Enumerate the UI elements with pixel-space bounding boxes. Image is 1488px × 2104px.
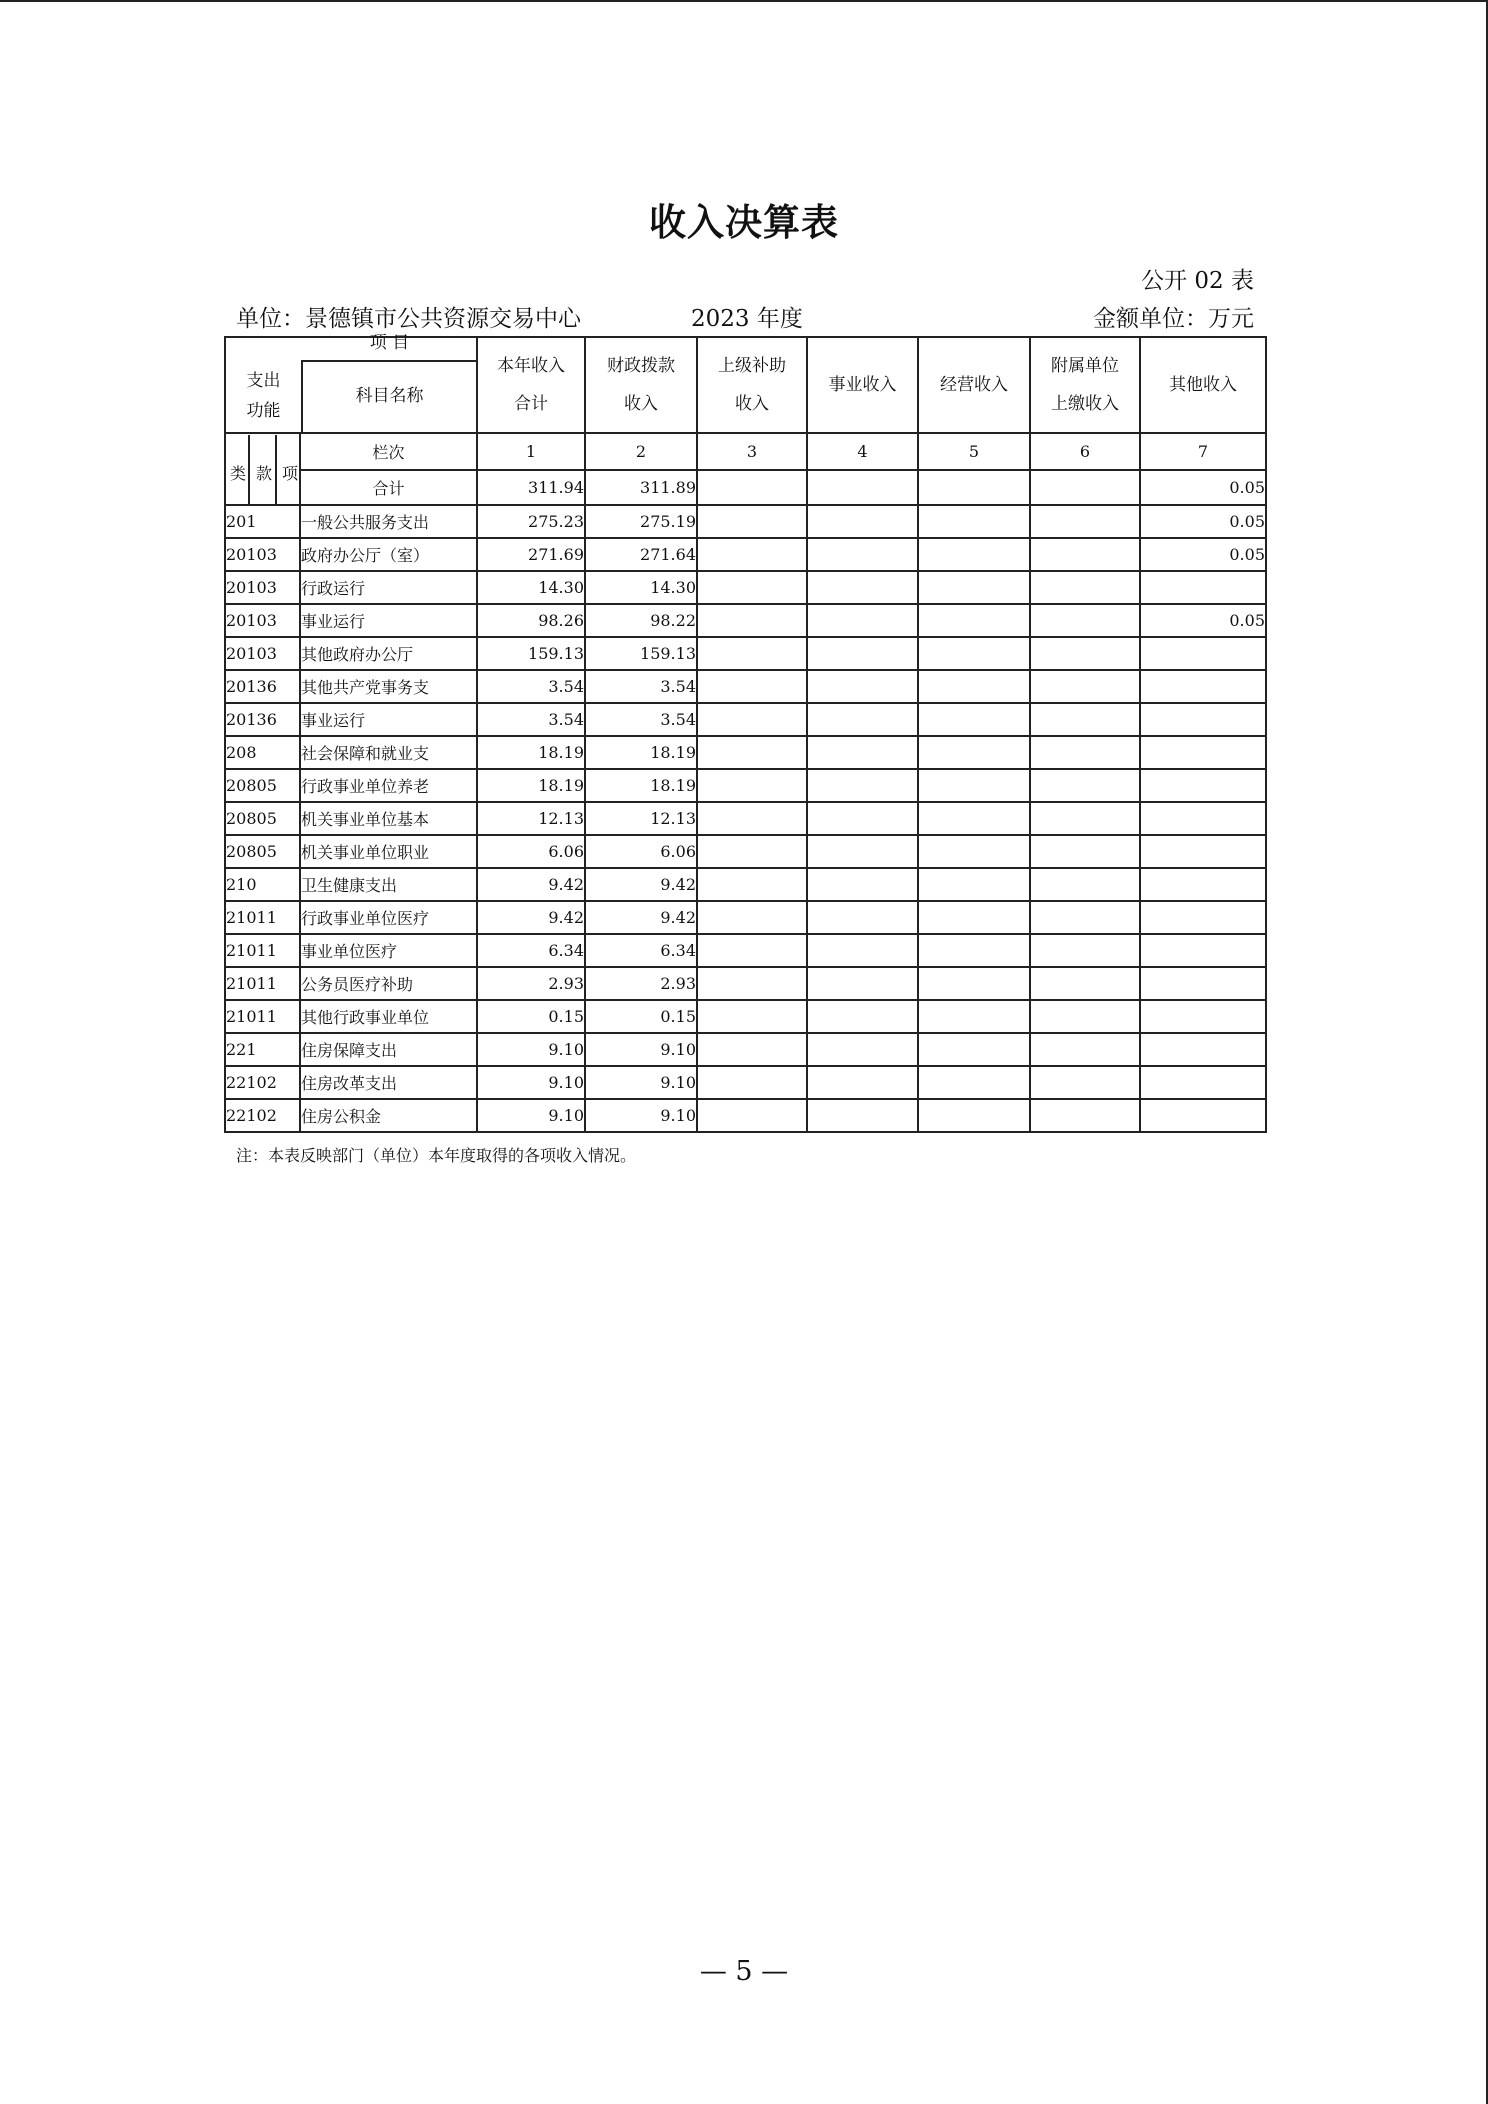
- total-c4: [807, 470, 918, 505]
- row-fiscal-appropriation: 18.19: [585, 736, 697, 769]
- income-final-accounts-table: [224, 333, 1267, 1133]
- row-other-income: 0.05: [1140, 604, 1266, 637]
- row-code: 21011: [225, 1000, 300, 1033]
- row-business-income: [807, 571, 918, 604]
- row-superior-subsidy: [697, 967, 807, 1000]
- row-affiliated-income: [1030, 1000, 1140, 1033]
- table-row: [225, 835, 1266, 868]
- column-number-row: [225, 433, 1266, 470]
- subject-name-label: 科目名称: [355, 386, 424, 406]
- row-business-income: [807, 1099, 918, 1132]
- row-other-income: [1140, 967, 1266, 1000]
- row-subject-name: 其他政府办公厅: [300, 637, 477, 670]
- header-row: [225, 337, 1266, 433]
- level-lei-label: 类: [230, 463, 247, 483]
- row-code: 21011: [225, 967, 300, 1000]
- row-superior-subsidy: [697, 736, 807, 769]
- subject-name-header: [303, 333, 476, 432]
- table-row: [225, 901, 1266, 934]
- row-fiscal-appropriation: 275.19: [585, 505, 697, 538]
- row-fiscal-appropriation: 9.10: [585, 1066, 697, 1099]
- row-superior-subsidy: [697, 1000, 807, 1033]
- row-affiliated-income: [1030, 769, 1140, 802]
- row-superior-subsidy: [697, 604, 807, 637]
- row-other-income: [1140, 1099, 1266, 1132]
- row-code: 20805: [225, 835, 300, 868]
- col-order-label: 栏次: [300, 433, 477, 470]
- total-c7: 0.05: [1140, 470, 1266, 505]
- row-total-income: 18.19: [477, 736, 585, 769]
- page-number: — 5 —: [699, 1956, 789, 1987]
- row-total-income: 9.10: [477, 1099, 585, 1132]
- row-operating-income: [918, 736, 1030, 769]
- row-other-income: [1140, 934, 1266, 967]
- table-row: [225, 934, 1266, 967]
- row-operating-income: [918, 571, 1030, 604]
- row-fiscal-appropriation: 12.13: [585, 802, 697, 835]
- row-superior-subsidy: [697, 571, 807, 604]
- row-code: 20103: [225, 604, 300, 637]
- row-business-income: [807, 934, 918, 967]
- row-superior-subsidy: [697, 538, 807, 571]
- row-business-income: [807, 967, 918, 1000]
- row-operating-income: [918, 1033, 1030, 1066]
- col-number-2: 2: [585, 433, 697, 470]
- level-header-cell: [225, 433, 300, 483]
- row-operating-income: [918, 1066, 1030, 1099]
- row-business-income: [807, 736, 918, 769]
- function-header-line2: 功能: [246, 401, 281, 421]
- row-code: 22102: [225, 1066, 300, 1099]
- row-code: 21011: [225, 901, 300, 934]
- row-code: 22102: [225, 1099, 300, 1132]
- col-header-4: 事业收入: [807, 337, 918, 433]
- row-business-income: [807, 1000, 918, 1033]
- row-business-income: [807, 1066, 918, 1099]
- row-other-income: 0.05: [1140, 538, 1266, 571]
- row-affiliated-income: [1030, 868, 1140, 901]
- row-fiscal-appropriation: 6.06: [585, 835, 697, 868]
- page-top-border: [0, 0, 1488, 2]
- table-row: [225, 1033, 1266, 1066]
- row-superior-subsidy: [697, 1033, 807, 1066]
- row-operating-income: [918, 868, 1030, 901]
- table-row: [225, 670, 1266, 703]
- row-fiscal-appropriation: 9.42: [585, 868, 697, 901]
- row-operating-income: [918, 637, 1030, 670]
- row-other-income: [1140, 802, 1266, 835]
- table-row: [225, 703, 1266, 736]
- level-divider-2: [275, 435, 277, 505]
- row-business-income: [807, 901, 918, 934]
- row-operating-income: [918, 604, 1030, 637]
- row-total-income: 6.06: [477, 835, 585, 868]
- col-header-6: 附属单位 上缴收入: [1030, 337, 1140, 433]
- col-number-1: 1: [477, 433, 585, 470]
- col-number-7: 7: [1140, 433, 1266, 470]
- total-row: [225, 470, 1266, 505]
- row-superior-subsidy: [697, 703, 807, 736]
- row-superior-subsidy: [697, 769, 807, 802]
- row-total-income: 0.15: [477, 1000, 585, 1033]
- total-c2: 311.89: [585, 470, 697, 505]
- row-subject-name: 事业运行: [300, 703, 477, 736]
- row-affiliated-income: [1030, 934, 1140, 967]
- row-operating-income: [918, 769, 1030, 802]
- table-row: [225, 736, 1266, 769]
- row-other-income: [1140, 1066, 1266, 1099]
- row-business-income: [807, 703, 918, 736]
- page-title: 收入决算表: [649, 201, 839, 244]
- function-category-header: [226, 360, 303, 432]
- row-affiliated-income: [1030, 637, 1140, 670]
- row-total-income: 12.13: [477, 802, 585, 835]
- row-operating-income: [918, 703, 1030, 736]
- row-affiliated-income: [1030, 1033, 1140, 1066]
- row-affiliated-income: [1030, 802, 1140, 835]
- row-subject-name: 社会保障和就业支: [300, 736, 477, 769]
- row-superior-subsidy: [697, 1066, 807, 1099]
- row-operating-income: [918, 835, 1030, 868]
- col-header-5: 经营收入: [918, 337, 1030, 433]
- row-fiscal-appropriation: 98.22: [585, 604, 697, 637]
- row-other-income: [1140, 637, 1266, 670]
- row-affiliated-income: [1030, 1066, 1140, 1099]
- row-subject-name: 机关事业单位基本: [300, 802, 477, 835]
- row-code: 20103: [225, 538, 300, 571]
- row-operating-income: [918, 802, 1030, 835]
- table-row: [225, 1066, 1266, 1099]
- row-total-income: 98.26: [477, 604, 585, 637]
- row-total-income: 14.30: [477, 571, 585, 604]
- row-superior-subsidy: [697, 637, 807, 670]
- row-affiliated-income: [1030, 703, 1140, 736]
- row-operating-income: [918, 934, 1030, 967]
- row-fiscal-appropriation: 18.19: [585, 769, 697, 802]
- row-superior-subsidy: [697, 802, 807, 835]
- row-code: 20805: [225, 769, 300, 802]
- row-fiscal-appropriation: 3.54: [585, 703, 697, 736]
- row-affiliated-income: [1030, 604, 1140, 637]
- row-total-income: 9.42: [477, 868, 585, 901]
- row-other-income: [1140, 736, 1266, 769]
- row-total-income: 2.93: [477, 967, 585, 1000]
- row-affiliated-income: [1030, 670, 1140, 703]
- row-other-income: [1140, 703, 1266, 736]
- level-kuan-label: 款: [256, 463, 273, 483]
- row-total-income: 271.69: [477, 538, 585, 571]
- row-superior-subsidy: [697, 868, 807, 901]
- col-header-2: 财政拨款 收入: [585, 337, 697, 433]
- row-fiscal-appropriation: 6.34: [585, 934, 697, 967]
- row-total-income: 9.10: [477, 1066, 585, 1099]
- row-subject-name: 一般公共服务支出: [300, 505, 477, 538]
- row-business-income: [807, 1033, 918, 1066]
- total-c6: [1030, 470, 1140, 505]
- row-affiliated-income: [1030, 901, 1140, 934]
- row-subject-name: 事业运行: [300, 604, 477, 637]
- col-number-5: 5: [918, 433, 1030, 470]
- row-other-income: [1140, 868, 1266, 901]
- row-subject-name: 住房保障支出: [300, 1033, 477, 1066]
- col-header-1: 本年收入 合计: [477, 337, 585, 433]
- row-fiscal-appropriation: 9.10: [585, 1033, 697, 1066]
- row-code: 20136: [225, 670, 300, 703]
- table-row: [225, 967, 1266, 1000]
- row-subject-name: 其他共产党事务支: [300, 670, 477, 703]
- row-affiliated-income: [1030, 538, 1140, 571]
- reporting-unit: 单位：景德镇市公共资源交易中心: [236, 306, 581, 332]
- row-superior-subsidy: [697, 901, 807, 934]
- row-fiscal-appropriation: 271.64: [585, 538, 697, 571]
- row-business-income: [807, 505, 918, 538]
- row-other-income: 0.05: [1140, 505, 1266, 538]
- row-subject-name: 政府办公厅（室）: [300, 538, 477, 571]
- row-fiscal-appropriation: 14.30: [585, 571, 697, 604]
- total-label: 合计: [300, 470, 477, 505]
- table-row: [225, 571, 1266, 604]
- form-number: 公开 02 表: [1141, 268, 1254, 294]
- level-divider-1: [248, 435, 250, 505]
- table-row: [225, 1000, 1266, 1033]
- row-operating-income: [918, 1099, 1030, 1132]
- row-total-income: 3.54: [477, 703, 585, 736]
- row-code: 208: [225, 736, 300, 769]
- row-business-income: [807, 670, 918, 703]
- row-other-income: [1140, 571, 1266, 604]
- row-superior-subsidy: [697, 835, 807, 868]
- row-affiliated-income: [1030, 505, 1140, 538]
- row-fiscal-appropriation: 3.54: [585, 670, 697, 703]
- row-code: 20103: [225, 571, 300, 604]
- function-header-line1: 支出: [246, 371, 281, 391]
- row-other-income: [1140, 835, 1266, 868]
- table-row: [225, 538, 1266, 571]
- row-other-income: [1140, 901, 1266, 934]
- row-business-income: [807, 604, 918, 637]
- table-row: [225, 505, 1266, 538]
- col-number-4: 4: [807, 433, 918, 470]
- table-row: [225, 769, 1266, 802]
- col-header-3: 上级补助 收入: [697, 337, 807, 433]
- row-code: 20136: [225, 703, 300, 736]
- row-total-income: 159.13: [477, 637, 585, 670]
- fiscal-year: 2023 年度: [691, 306, 803, 332]
- row-subject-name: 住房公积金: [300, 1099, 477, 1132]
- row-operating-income: [918, 967, 1030, 1000]
- row-superior-subsidy: [697, 934, 807, 967]
- row-code: 20103: [225, 637, 300, 670]
- row-superior-subsidy: [697, 505, 807, 538]
- row-total-income: 275.23: [477, 505, 585, 538]
- row-fiscal-appropriation: 2.93: [585, 967, 697, 1000]
- row-business-income: [807, 538, 918, 571]
- total-c3: [697, 470, 807, 505]
- row-superior-subsidy: [697, 1099, 807, 1132]
- row-operating-income: [918, 670, 1030, 703]
- row-total-income: 9.42: [477, 901, 585, 934]
- row-other-income: [1140, 769, 1266, 802]
- row-subject-name: 卫生健康支出: [300, 868, 477, 901]
- table-note: 注：本表反映部门（单位）本年度取得的各项收入情况。: [236, 1146, 637, 1165]
- row-operating-income: [918, 901, 1030, 934]
- row-fiscal-appropriation: 9.42: [585, 901, 697, 934]
- table-row: [225, 604, 1266, 637]
- project-header: 项 目: [369, 333, 410, 353]
- row-operating-income: [918, 538, 1030, 571]
- row-affiliated-income: [1030, 571, 1140, 604]
- row-code: 201: [225, 505, 300, 538]
- row-total-income: 6.34: [477, 934, 585, 967]
- row-business-income: [807, 835, 918, 868]
- row-total-income: 9.10: [477, 1033, 585, 1066]
- row-other-income: [1140, 670, 1266, 703]
- row-total-income: 18.19: [477, 769, 585, 802]
- row-operating-income: [918, 505, 1030, 538]
- row-subject-name: 行政事业单位养老: [300, 769, 477, 802]
- total-c1: 311.94: [477, 470, 585, 505]
- header-corner-cell: [225, 333, 477, 433]
- row-subject-name: 机关事业单位职业: [300, 835, 477, 868]
- row-business-income: [807, 637, 918, 670]
- row-affiliated-income: [1030, 736, 1140, 769]
- row-superior-subsidy: [697, 670, 807, 703]
- row-total-income: 3.54: [477, 670, 585, 703]
- row-business-income: [807, 802, 918, 835]
- row-code: 21011: [225, 934, 300, 967]
- table-row: [225, 868, 1266, 901]
- row-subject-name: 其他行政事业单位: [300, 1000, 477, 1033]
- row-code: 210: [225, 868, 300, 901]
- row-fiscal-appropriation: 9.10: [585, 1099, 697, 1132]
- row-operating-income: [918, 1000, 1030, 1033]
- col-number-3: 3: [697, 433, 807, 470]
- row-fiscal-appropriation: 0.15: [585, 1000, 697, 1033]
- row-business-income: [807, 769, 918, 802]
- row-subject-name: 行政事业单位医疗: [300, 901, 477, 934]
- col-header-7: 其他收入: [1140, 337, 1266, 433]
- col-number-6: 6: [1030, 433, 1140, 470]
- row-affiliated-income: [1030, 835, 1140, 868]
- row-subject-name: 住房改革支出: [300, 1066, 477, 1099]
- row-affiliated-income: [1030, 1099, 1140, 1132]
- row-subject-name: 事业单位医疗: [300, 934, 477, 967]
- table-row: [225, 1099, 1266, 1132]
- amount-unit: 金额单位：万元: [1093, 306, 1254, 332]
- total-c5: [918, 470, 1030, 505]
- table-row: [225, 637, 1266, 670]
- row-affiliated-income: [1030, 967, 1140, 1000]
- row-subject-name: 行政运行: [300, 571, 477, 604]
- row-subject-name: 公务员医疗补助: [300, 967, 477, 1000]
- level-xiang-label: 项: [282, 463, 299, 483]
- row-code: 20805: [225, 802, 300, 835]
- row-other-income: [1140, 1033, 1266, 1066]
- row-other-income: [1140, 1000, 1266, 1033]
- row-fiscal-appropriation: 159.13: [585, 637, 697, 670]
- table-row: [225, 802, 1266, 835]
- row-code: 221: [225, 1033, 300, 1066]
- row-business-income: [807, 868, 918, 901]
